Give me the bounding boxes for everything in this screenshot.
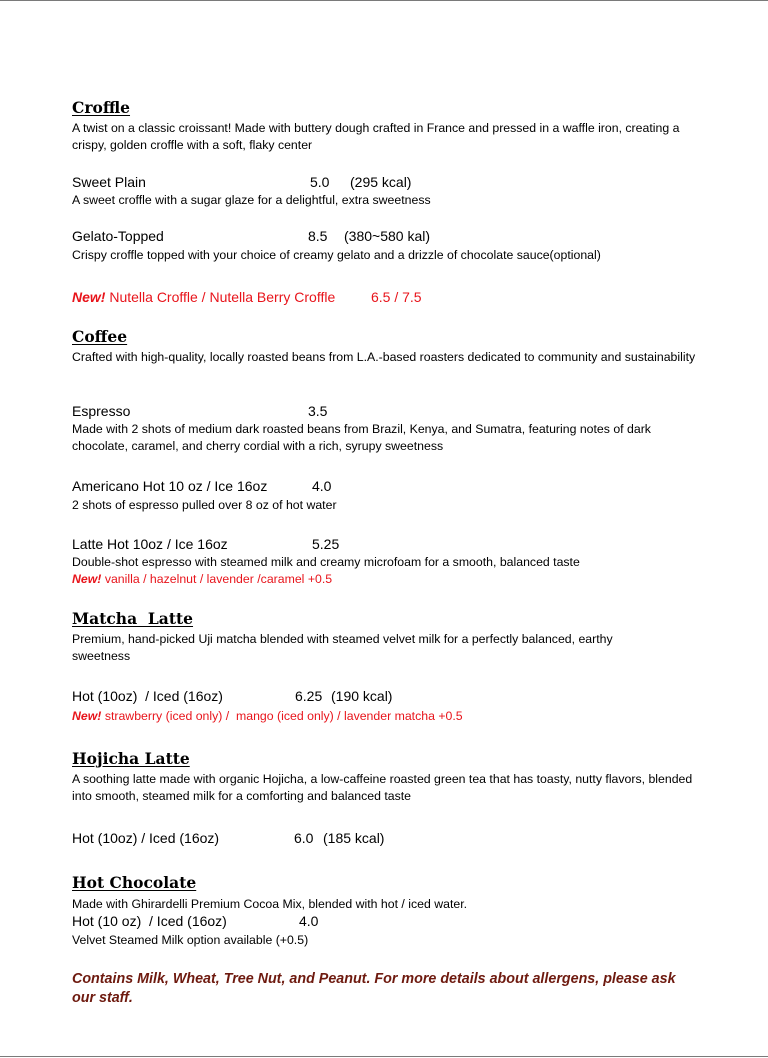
hojicha-price: 6.0 [294,830,314,846]
gelato-row [72,228,712,244]
matcha-row [72,688,712,704]
gelato-description: Crispy croffle topped with your choice of creamy gelato and a drizzle of chocolate sauce(optional) [72,248,601,262]
hojicha-description: A soothing latte made with organic Hojicha, a low-caffeine roasted green tea that has toasty, nutty flavors, blended into smooth, steamed milk for a comforting and balanced taste [72,772,693,803]
coffee-heading: Coffee [72,327,128,346]
latte-name: Latte Hot 10oz / Ice 16oz [72,536,228,552]
nutella-price: 6.5 / 7.5 [371,289,422,305]
sweet-plain-price: 5.0 [310,174,330,190]
hot-chocolate-row [72,913,712,929]
sweet-plain-kcal: (295 kcal) [350,174,412,190]
matcha-flavors-row [72,708,463,725]
latte-row [72,536,712,552]
sweet-plain-name: Sweet Plain [72,174,146,190]
matcha-flavors: strawberry (iced only) / mango (iced only) / lavender matcha +0.5 [104,709,463,723]
matcha-description: Premium, hand-picked Uji matcha blended with steamed velvet milk for a perfectly balanced, earthy sweetness [72,632,613,663]
allergen-notice: Contains Milk, Wheat, Tree Nut, and Peanut. For more details about allergens, please ask our staff. [72,971,676,1006]
matcha-price: 6.25 [295,688,323,704]
hojicha-kcal: (185 kcal) [323,830,385,846]
hot-chocolate-description: Made with Ghirardelli Premium Cocoa Mix, blended with hot / iced water. [72,897,468,911]
hojicha-row [72,830,712,846]
matcha-new-tag: New! [72,709,102,723]
gelato-price: 8.5 [308,228,328,244]
espresso-price: 3.5 [308,403,328,419]
croffle-description: A twist on a classic croissant! Made with buttery dough crafted in France and pressed in a waffle iron, creating a crispy, golden croffle with a soft, flaky center [72,121,680,152]
latte-flavors: vanilla / hazelnut / lavender /caramel +0.5 [104,572,333,586]
bottom-border [0,1056,768,1057]
hojicha-size: Hot (10oz) / Iced (16oz) [72,830,220,846]
latte-price: 5.25 [312,536,340,552]
hot-chocolate-size: Hot (10 oz) / Iced (16oz) [72,913,227,929]
americano-price: 4.0 [312,478,332,494]
americano-description: 2 shots of espresso pulled over 8 oz of hot water [72,498,337,512]
espresso-name: Espresso [72,403,131,419]
hot-chocolate-heading: Hot Chocolate [72,873,197,892]
espresso-description: Made with 2 shots of medium dark roasted beans from Brazil, Kenya, and Sumatra, featuring notes of dark chocolate, caramel, and cherry cordial with a rich, syrupy sweetness [72,422,651,453]
matcha-kcal: (190 kcal) [331,688,393,704]
matcha-heading: Matcha Latte [72,609,194,628]
nutella-row [72,289,712,305]
latte-new-tag: New! [72,572,102,586]
nutella-name: Nutella Croffle / Nutella Berry Croffle [109,289,336,305]
hot-chocolate-option: Velvet Steamed Milk option available (+0.5) [72,933,309,947]
latte-flavors-row [72,571,332,588]
hojicha-heading: Hojicha Latte [72,749,190,768]
americano-name: Americano Hot 10 oz / Ice 16oz [72,478,268,494]
hot-chocolate-price: 4.0 [299,913,319,929]
croffle-heading: Croffle [72,98,131,117]
latte-description: Double-shot espresso with steamed milk and creamy microfoam for a smooth, balanced taste [72,555,580,569]
sweet-plain-description: A sweet croffle with a sugar glaze for a delightful, extra sweetness [72,193,431,207]
nutella-new-tag: New! [72,289,106,305]
coffee-description: Crafted with high-quality, locally roasted beans from L.A.-based roasters dedicated to community and sustainability [72,350,696,364]
gelato-kcal: (380~580 kal) [344,228,431,244]
matcha-size: Hot (10oz) / Iced (16oz) [72,688,223,704]
gelato-name: Gelato-Topped [72,228,164,244]
top-border [0,0,768,1]
americano-row [72,478,712,494]
sweet-plain-row [72,174,712,190]
espresso-row [72,403,712,419]
